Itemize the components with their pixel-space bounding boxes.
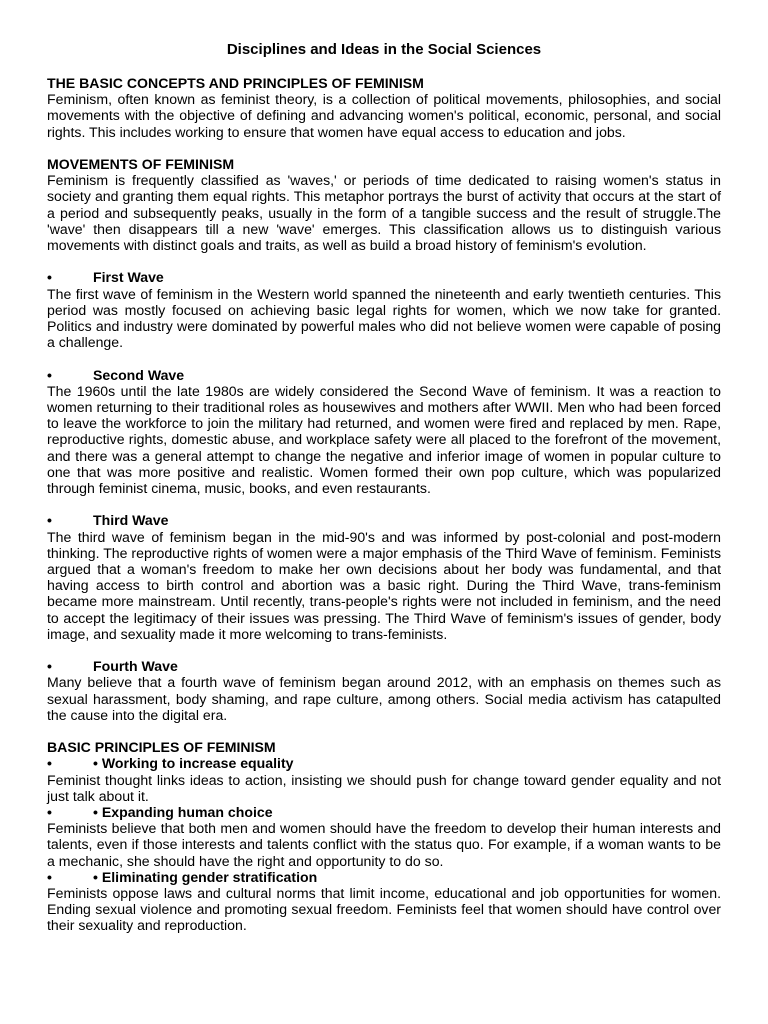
- section-heading-basic-concepts: THE BASIC CONCEPTS AND PRINCIPLES OF FEMINISM: [47, 75, 424, 91]
- wave-heading-third: [47, 512, 721, 528]
- spacer: [47, 140, 721, 156]
- wave-heading-label: Third Wave: [93, 512, 169, 529]
- wave-heading-first: [47, 269, 721, 285]
- principle-heading-label: • Eliminating gender stratification: [93, 868, 318, 885]
- paragraph-third-wave: The third wave of feminism began in the mid-90's and was informed by post-colonial and post-modern thinking. The reproductive rights of women were a major emphasis of the Third Wave of feminism. Feminists argued that a woman's freedom to make her own decisions about her body was fundamental, and that having access to birth control and abortion was a basic right. During the Third Wave, trans-feminism became more mainstream. Until recently, trans-people's rights were not included in feminism, and the need to accept the legitimacy of their issues was pressing. The Third Wave of feminism's issues of gender, body image, and sexuality made it more welcoming to trans-feminists.: [47, 528, 721, 642]
- paragraph-principle-equality: Feminist thought links ideas to action, insisting we should push for change toward gender equality and not just talk about it.: [47, 771, 721, 804]
- paragraph-basic-concepts: Feminism, often known as feminist theory, is a collection of political movements, philosophies, and social movements with the objective of defining and advancing women's political, economic, personal, and social rights. This includes working to ensure that women have equal access to education and jobs.: [47, 91, 721, 140]
- wave-heading-label: First Wave: [93, 269, 164, 286]
- paragraph-principle-choice: Feminists believe that both men and women should have the freedom to develop their human interests and talents, even if those interests and talents conflict with the status quo. For example, if a woman wants to be a mechanic, she should have the right and opportunity to do so.: [47, 820, 721, 869]
- bullet-icon: •: [47, 804, 52, 821]
- paragraph-fourth-wave: Many believe that a fourth wave of feminism began around 2012, with an emphasis on themes such as sexual harassment, body shaming, and rape culture, among others. Social media activism has catapulted the cause into the digital era.: [47, 674, 721, 723]
- principle-heading-choice: [47, 804, 721, 820]
- bullet-icon: •: [47, 755, 52, 772]
- spacer: [47, 642, 721, 658]
- bullet-icon: •: [47, 868, 52, 885]
- paragraph-movements: Feminism is frequently classified as 'waves,' or periods of time dedicated to raising women's status in society and granting them equal rights. This metaphor portrays the burst of activity that occurs at the start of a period and subsequently peaks, usually in the form of a tangible success and the result of struggle.The 'wave' then disappears till a new 'wave' emerges. This classification allows us to distinguish various movements with distinct goals and traits, as well as build a broad history of feminism's evolution.: [47, 172, 721, 254]
- document-title: Disciplines and Ideas in the Social Sciences: [226, 41, 542, 58]
- paragraph-first-wave: The first wave of feminism in the Western world spanned the nineteenth and early twentieth centuries. This period was mostly focused on achieving basic legal rights for women, which we now take for granted. Politics and industry were dominated by powerful males who did not believe women were capable of posing a challenge.: [47, 285, 721, 351]
- wave-heading-label: Second Wave: [93, 366, 185, 383]
- spacer: [47, 496, 721, 512]
- principle-heading-label: • Expanding human choice: [93, 804, 273, 821]
- paragraph-second-wave: The 1960s until the late 1980s are widely considered the Second Wave of feminism. It was a reaction to women returning to their traditional roles as housewives and mothers after WWII. Men who had been forced to leave the workforce to join the military had returned, and women were fired and replaced by men. Rape, reproductive rights, domestic abuse, and workplace safety were all placed to the forefront of the movement, and there was a general attempt to change the negative and inferior image of women in popular culture to one that was more positive and realistic. Women formed their own pop culture, which was popularized through feminist cinema, music, books, and even restaurants.: [47, 382, 721, 497]
- spacer: [47, 723, 721, 739]
- bullet-icon: •: [47, 512, 52, 529]
- wave-heading-second: [47, 367, 721, 383]
- spacer: [47, 253, 721, 269]
- spacer: [47, 350, 721, 366]
- bullet-icon: •: [47, 658, 52, 675]
- bullet-icon: •: [47, 269, 52, 286]
- wave-heading-fourth: [47, 658, 721, 674]
- principle-heading-equality: [47, 755, 721, 771]
- paragraph-principle-stratification: Feminists oppose laws and cultural norms that limit income, educational and job opportunities for women. Ending sexual violence and promoting sexual freedom. Feminists feel that women should have control over their sexuality and reproduction.: [47, 885, 721, 934]
- principle-heading-stratification: [47, 869, 721, 885]
- bullet-icon: •: [47, 366, 52, 383]
- section-heading-movements: MOVEMENTS OF FEMINISM: [47, 156, 235, 172]
- principle-heading-label: • Working to increase equality: [93, 755, 294, 772]
- section-heading-principles: BASIC PRINCIPLES OF FEMINISM: [47, 739, 276, 756]
- wave-heading-label: Fourth Wave: [93, 658, 178, 675]
